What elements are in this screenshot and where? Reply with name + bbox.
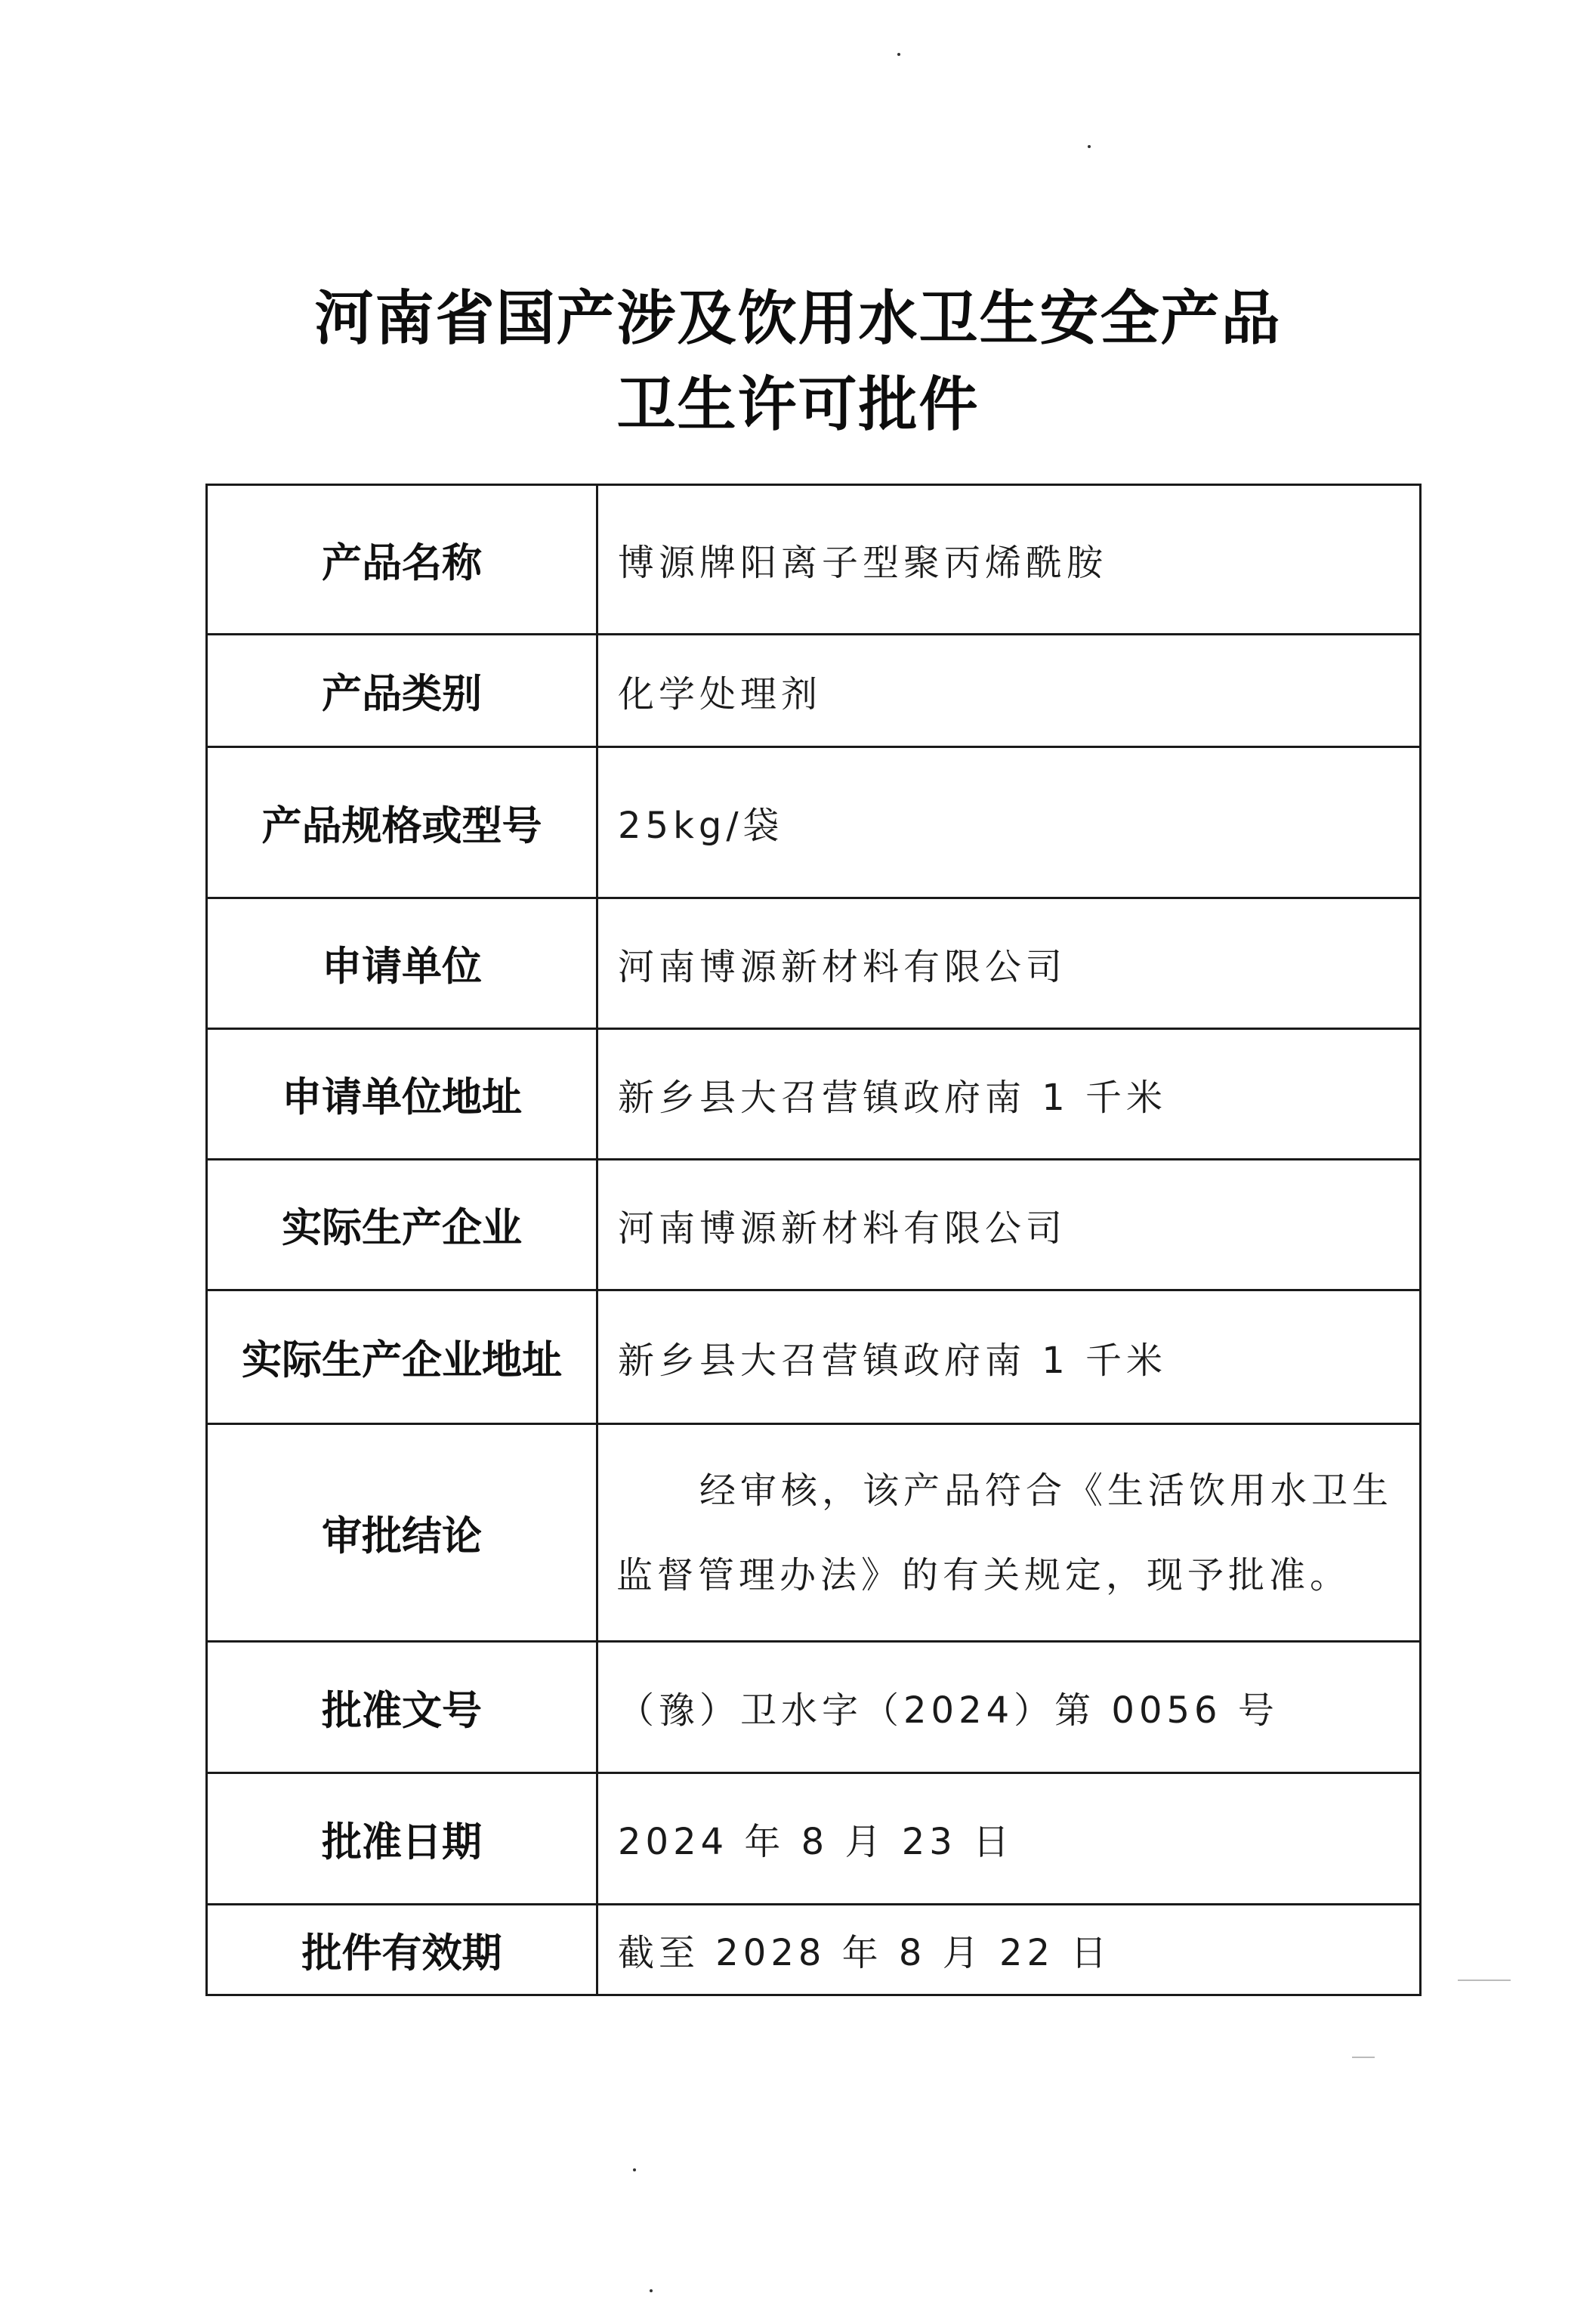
scan-speck <box>650 2289 653 2292</box>
label-conclusion: 审批结论 <box>207 1424 597 1642</box>
label-approval-date: 批准日期 <box>207 1773 597 1905</box>
label-manufacturer: 实际生产企业 <box>207 1160 597 1290</box>
table-row-manufacturer-address <box>207 1290 1421 1424</box>
table-row-product-category <box>207 635 1421 747</box>
value-validity: 截至 2028 年 8 月 22 日 <box>597 1905 1421 1995</box>
scan-speck <box>633 2168 636 2171</box>
table-row-applicant <box>207 898 1421 1029</box>
value-applicant: 河南博源新材料有限公司 <box>597 898 1421 1029</box>
table-row-applicant-address <box>207 1029 1421 1160</box>
label-product-name: 产品名称 <box>207 485 597 635</box>
label-product-spec: 产品规格或型号 <box>207 747 597 898</box>
value-approval-number: （豫）卫水字（2024）第 0056 号 <box>597 1642 1421 1773</box>
document-title-line-1: 河南省国产涉及饮用水卫生安全产品 <box>314 285 1282 353</box>
table-row-approval-date <box>207 1773 1421 1905</box>
table-row-manufacturer <box>207 1160 1421 1290</box>
scan-speck <box>897 53 900 56</box>
label-applicant: 申请单位 <box>207 898 597 1029</box>
table-row-validity <box>207 1905 1421 1995</box>
value-applicant-address: 新乡县大召营镇政府南 1 千米 <box>597 1029 1421 1160</box>
table-row-product-name <box>207 485 1421 635</box>
scan-edge-mark <box>1458 1979 1511 1981</box>
value-manufacturer-address: 新乡县大召营镇政府南 1 千米 <box>597 1290 1421 1424</box>
scan-edge-mark <box>1352 2057 1375 2058</box>
label-validity: 批件有效期 <box>207 1905 597 1995</box>
value-manufacturer: 河南博源新材料有限公司 <box>597 1160 1421 1290</box>
label-applicant-address: 申请单位地址 <box>207 1029 597 1160</box>
value-conclusion: 经审核，该产品符合《生活饮用水卫生监督管理办法》的有关规定，现予批准。 <box>597 1424 1421 1642</box>
label-manufacturer-address: 实际生产企业地址 <box>207 1290 597 1424</box>
label-product-category: 产品类别 <box>207 635 597 747</box>
permit-table <box>205 484 1422 1996</box>
document-title-line-2: 卫生许可批件 <box>616 371 980 439</box>
value-product-category: 化学处理剂 <box>597 635 1421 747</box>
value-product-name: 博源牌阳离子型聚丙烯酰胺 <box>597 485 1421 635</box>
table-row-approval-number <box>207 1642 1421 1773</box>
value-product-spec: 25kg/袋 <box>597 747 1421 898</box>
table-row-conclusion <box>207 1424 1421 1642</box>
label-approval-number: 批准文号 <box>207 1642 597 1773</box>
table-row-product-spec <box>207 747 1421 898</box>
value-approval-date: 2024 年 8 月 23 日 <box>597 1773 1421 1905</box>
scan-speck <box>1088 145 1091 148</box>
